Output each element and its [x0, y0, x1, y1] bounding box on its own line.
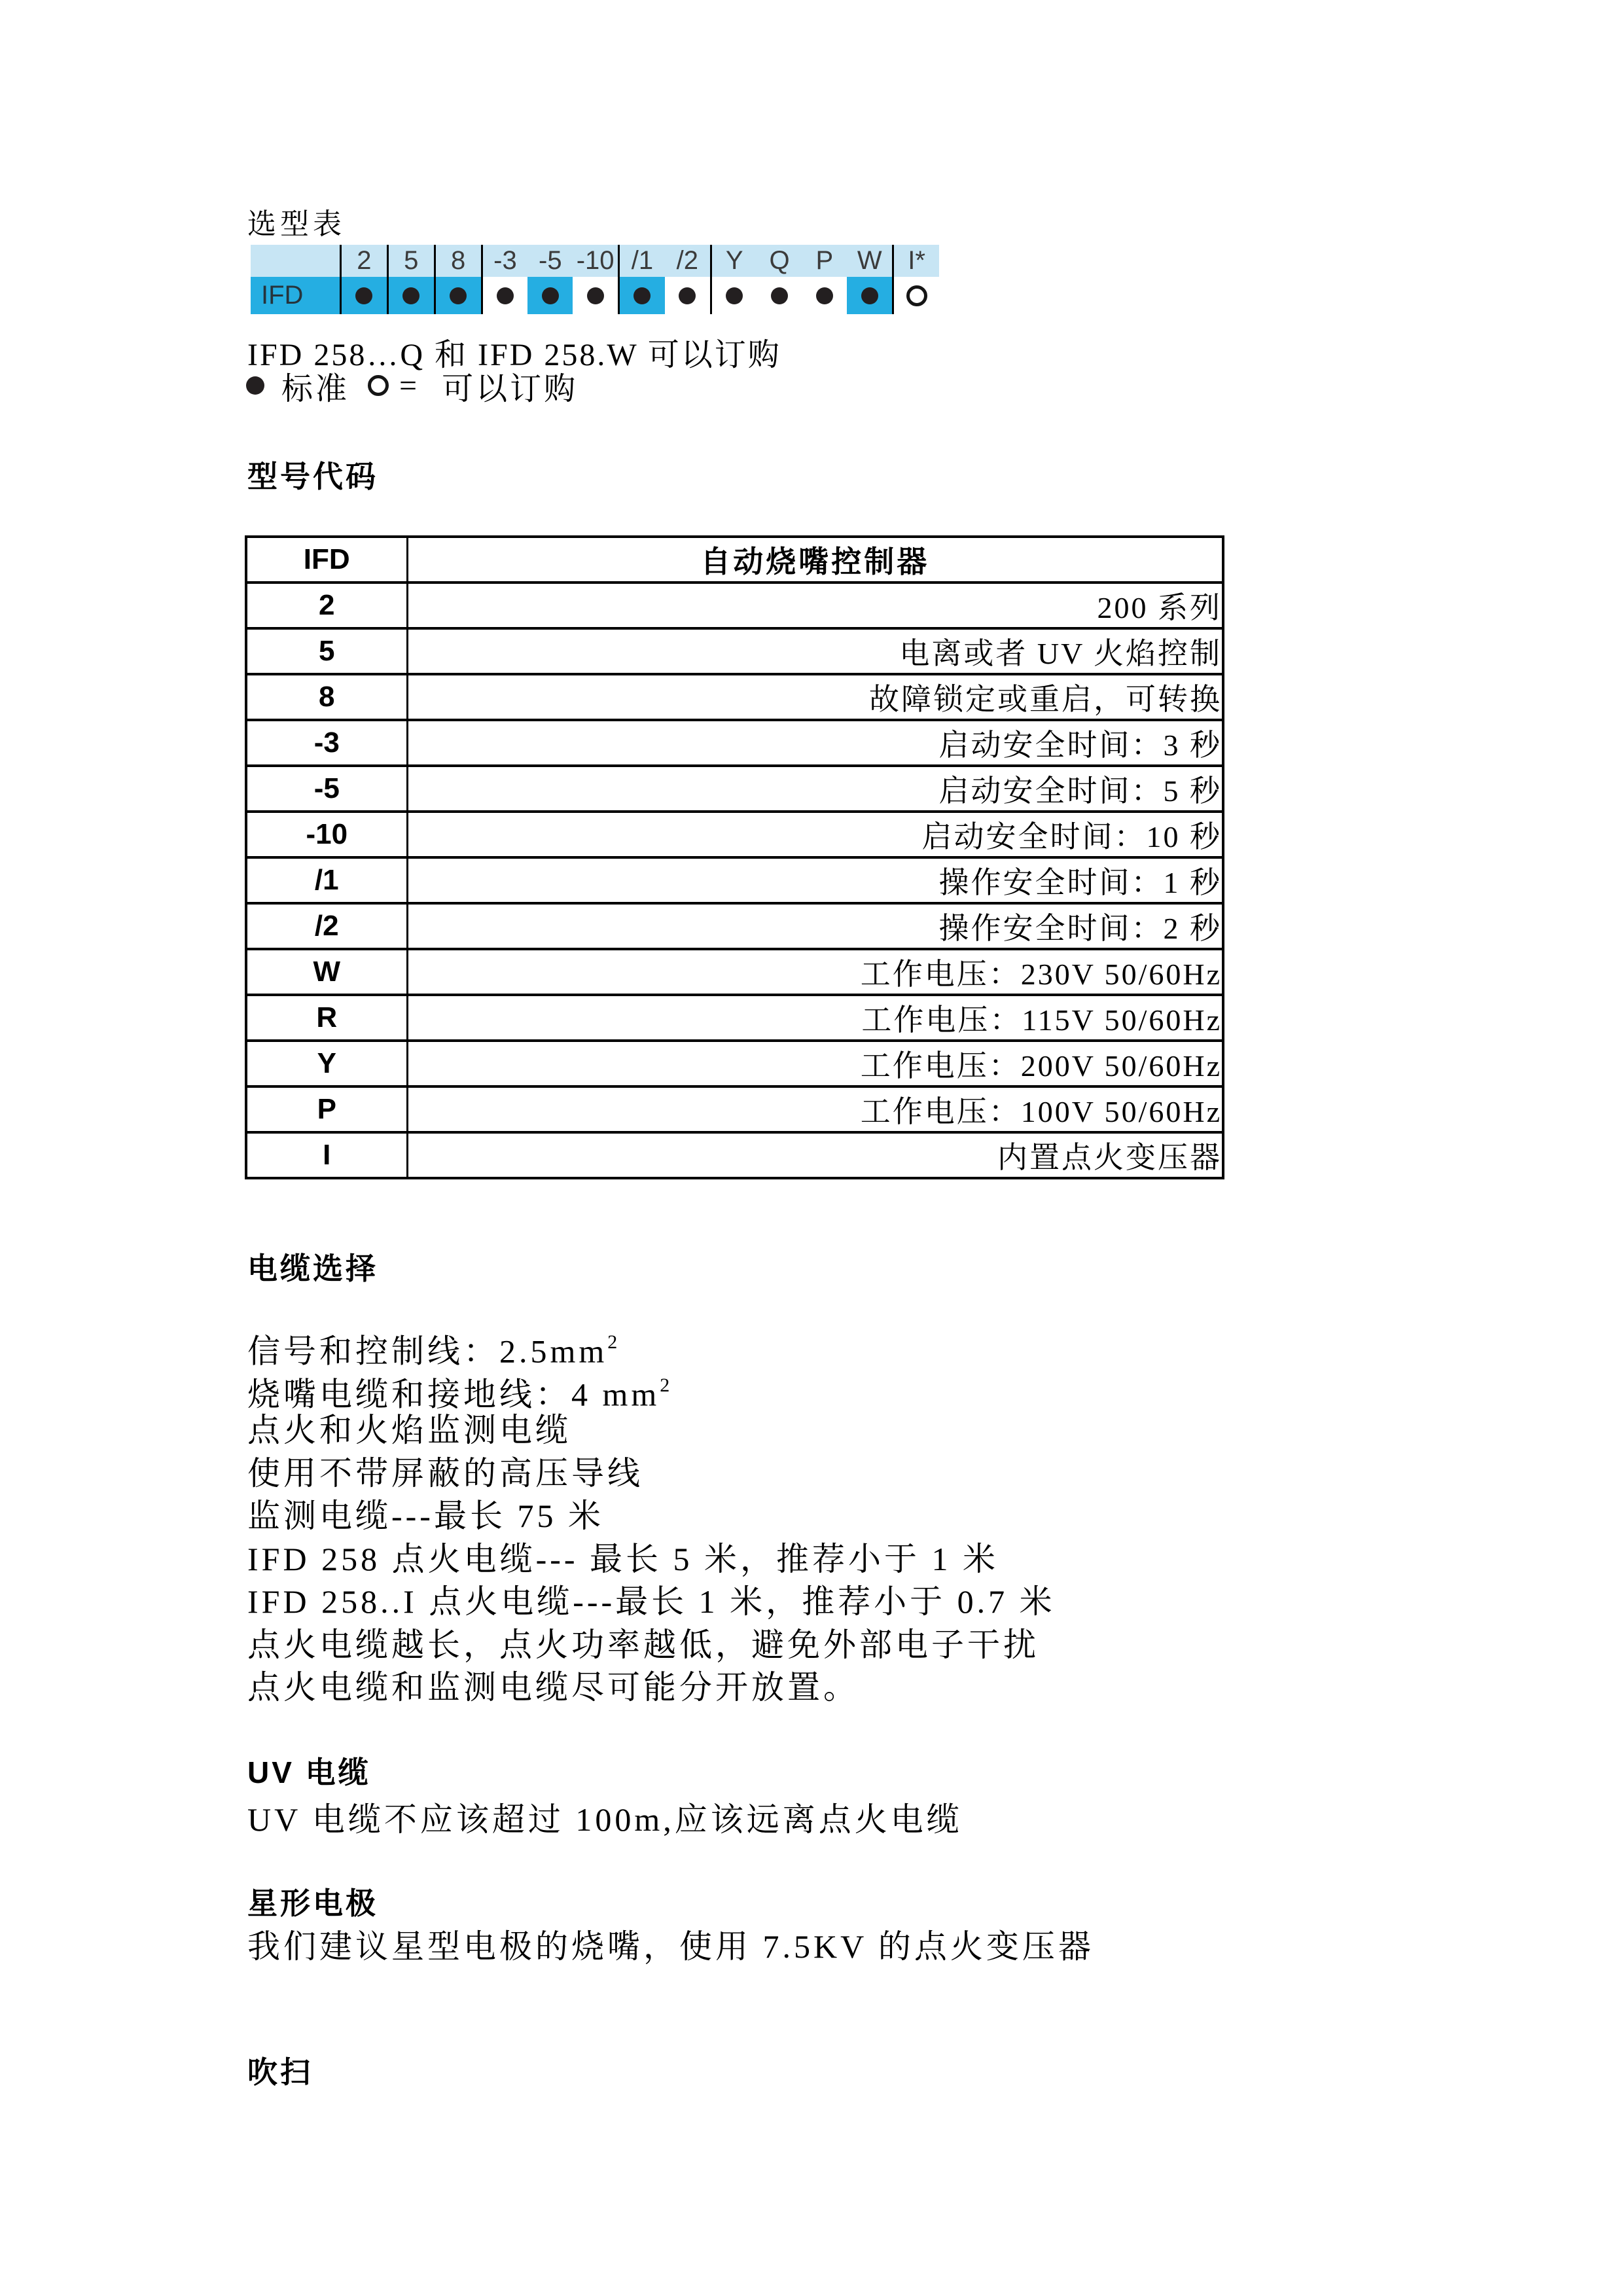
- model-code-row: [246, 766, 1223, 812]
- model-code-row: [246, 720, 1223, 766]
- cable-selection-heading: 电缆选择: [247, 1251, 378, 1285]
- cable-spec-line: IFD 258..I 点火电缆---最长 1 米，推荐小于 0.7 米: [247, 1583, 1056, 1620]
- model-code-row: [246, 628, 1223, 674]
- cable-spec-line: 点火电缆和监测电缆尽可能分开放置。: [247, 1669, 859, 1706]
- filled-dot-icon: [771, 287, 788, 304]
- filled-dot-icon: [861, 287, 878, 304]
- model-description: 200 系列: [407, 583, 1223, 628]
- cable-spec-line: IFD 258 点火电缆--- 最长 5 米，推荐小于 1 米: [247, 1540, 999, 1577]
- selection-row-label: IFD: [251, 277, 340, 314]
- standard-mark-cell: [527, 277, 573, 314]
- model-code: W: [246, 949, 407, 995]
- orderable-mark-cell: [892, 277, 939, 314]
- standard-mark-cell: [710, 277, 757, 314]
- purge-heading: 吹扫: [247, 2055, 313, 2089]
- cable-spec-line: 点火电缆越长，点火功率越低，避免外部电子干扰: [247, 1626, 1039, 1663]
- model-code-row: [246, 1086, 1223, 1132]
- cable-spec-line: 点火和火焰监测电缆: [247, 1412, 571, 1448]
- model-code: -5: [246, 766, 407, 812]
- selection-table-title: 选型表: [247, 208, 346, 240]
- selection-column-header: -3: [481, 245, 528, 277]
- model-code: 2: [246, 583, 407, 628]
- model-code-row: [246, 812, 1223, 857]
- selection-column-header: I*: [892, 245, 939, 277]
- model-code: 8: [246, 674, 407, 720]
- selection-column-header: -5: [539, 246, 562, 275]
- legend-standard-label: 标准: [281, 371, 350, 406]
- model-description: 内置点火变压器: [407, 1132, 1223, 1178]
- star-electrode-note: 我们建议星型电极的烧嘴，使用 7.5KV 的点火变压器: [247, 1928, 1094, 1965]
- model-description: 启动安全时间：3 秒: [407, 720, 1223, 766]
- model-code-row: [246, 583, 1223, 628]
- selection-table-data-row: [251, 277, 939, 314]
- selection-column-header: 2: [340, 245, 387, 277]
- model-code: -3: [246, 720, 407, 766]
- standard-mark-cell: [665, 277, 710, 314]
- filled-dot-icon: [450, 287, 467, 304]
- standard-mark-cell: [802, 277, 847, 314]
- model-description: 工作电压：115V 50/60Hz: [407, 995, 1223, 1041]
- model-code-heading: 型号代码: [247, 459, 378, 493]
- selection-column-header: P: [815, 246, 834, 275]
- cable-spec-lines: [247, 1323, 1056, 1710]
- selection-column-header: /1: [618, 245, 665, 277]
- filled-dot-icon: [679, 287, 696, 304]
- standard-mark-cell: [481, 277, 528, 314]
- selection-header-cells: [340, 245, 939, 277]
- standard-mark-cell: [573, 277, 618, 314]
- standard-mark-cell: [340, 277, 387, 314]
- filled-dot-icon: [402, 287, 419, 304]
- model-code: Y: [246, 1041, 407, 1086]
- model-description: 操作安全时间：2 秒: [407, 903, 1223, 949]
- standard-mark-cell: [757, 277, 802, 314]
- legend-orderable-label: 可以订购: [442, 371, 579, 406]
- selection-column-header: W: [857, 246, 882, 275]
- open-circle-icon: [368, 375, 389, 396]
- selection-table: [251, 245, 939, 314]
- legend: [246, 368, 579, 406]
- selection-table-header-row: [251, 245, 939, 277]
- selection-column-header: -10: [576, 246, 615, 275]
- selection-column-header: /2: [676, 246, 698, 275]
- selection-column-header: Y: [710, 245, 757, 277]
- standard-mark-cell: [618, 277, 665, 314]
- model-code: /2: [246, 903, 407, 949]
- model-code: I: [246, 1132, 407, 1178]
- order-note: IFD 258…Q 和 IFD 258.W 可以订购: [247, 338, 781, 372]
- filled-dot-icon: [497, 287, 514, 304]
- model-code-header-description: 自动烧嘴控制器: [407, 537, 1223, 583]
- selection-column-header: 5: [387, 245, 434, 277]
- model-code-row: [246, 903, 1223, 949]
- standard-mark-cell: [847, 277, 892, 314]
- model-code-row: [246, 857, 1223, 903]
- filled-dot-icon: [726, 287, 743, 304]
- model-code-header-row: [246, 537, 1223, 583]
- model-code-table: [245, 535, 1224, 1179]
- selection-header-label-spacer: [251, 245, 340, 277]
- model-description: 操作安全时间：1 秒: [407, 857, 1223, 903]
- open-circle-icon: [906, 285, 927, 306]
- cable-spec-line: 使用不带屏蔽的高压导线: [247, 1454, 643, 1492]
- model-description: 电离或者 UV 火焰控制: [407, 628, 1223, 674]
- filled-dot-icon: [355, 287, 372, 304]
- cable-spec-line: 监测电缆---最长 75 米: [247, 1498, 604, 1534]
- superscript: 2: [660, 1374, 670, 1396]
- model-code-row: [246, 1132, 1223, 1178]
- model-description: 故障锁定或重启，可转换: [407, 674, 1223, 720]
- superscript: 2: [607, 1331, 618, 1353]
- standard-mark-cell: [387, 277, 434, 314]
- model-code: 5: [246, 628, 407, 674]
- model-description: 工作电压：200V 50/60Hz: [407, 1041, 1223, 1086]
- uv-cable-heading: UV 电缆: [247, 1755, 371, 1789]
- standard-mark-cell: [434, 277, 481, 314]
- model-code-row: [246, 674, 1223, 720]
- model-code-row: [246, 949, 1223, 995]
- model-code-row: [246, 1041, 1223, 1086]
- star-electrode-heading: 星形电极: [247, 1886, 378, 1920]
- model-code: R: [246, 995, 407, 1041]
- filled-dot-icon: [542, 287, 559, 304]
- selection-column-header: Q: [769, 246, 790, 275]
- filled-dot-icon: [246, 376, 264, 395]
- filled-dot-icon: [633, 287, 651, 304]
- model-description: 启动安全时间：10 秒: [407, 812, 1223, 857]
- model-code: P: [246, 1086, 407, 1132]
- filled-dot-icon: [816, 287, 833, 304]
- selection-data-cells: [340, 277, 939, 314]
- model-code-row: [246, 995, 1223, 1041]
- model-code: /1: [246, 857, 407, 903]
- model-code-header-code: IFD: [246, 537, 407, 583]
- cable-spec-line: 烧嘴电缆和接地线：4 $mm^2$: [247, 1374, 670, 1413]
- filled-dot-icon: [587, 287, 604, 304]
- uv-cable-note: UV 电缆不应该超过 100m,应该远离点火电缆: [247, 1801, 963, 1838]
- cable-spec-line: 信号和控制线：$2.5mm^2$: [247, 1331, 618, 1370]
- model-description: 工作电压：100V 50/60Hz: [407, 1086, 1223, 1132]
- legend-equals-sign: =: [399, 368, 420, 403]
- model-description: 启动安全时间：5 秒: [407, 766, 1223, 812]
- model-code: -10: [246, 812, 407, 857]
- model-description: 工作电压：230V 50/60Hz: [407, 949, 1223, 995]
- selection-column-header: 8: [434, 245, 481, 277]
